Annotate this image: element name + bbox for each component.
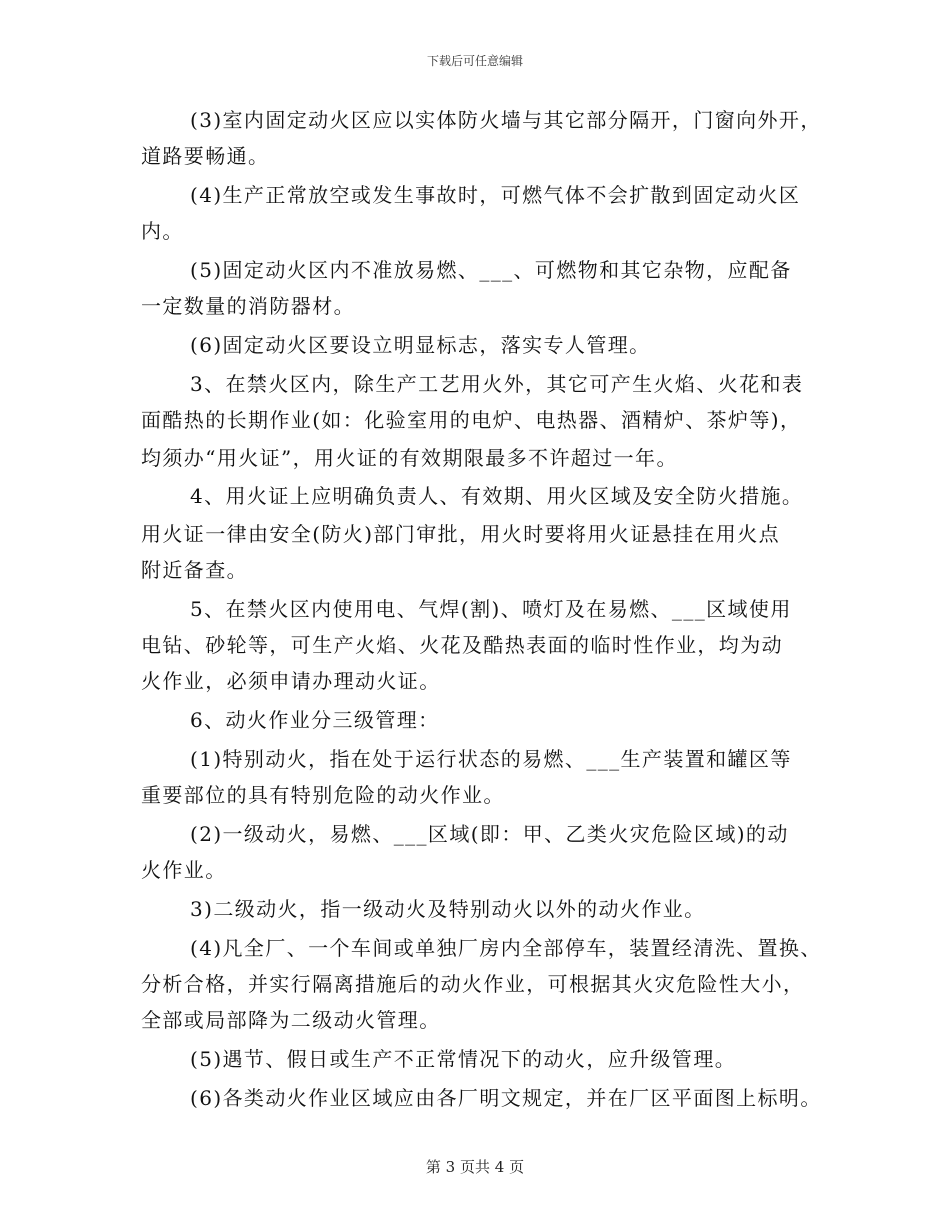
text-line: (2)一级动火，易燃、___区域(即：甲、乙类火灾危险区域)的动 xyxy=(190,822,789,846)
text-line: 4、用火证上应明确负责人、有效期、用火区域及安全防火措施。 xyxy=(190,484,804,508)
text-line: 重要部位的具有特别危险的动火作业。 xyxy=(141,783,505,807)
text-line: 电钻、砂轮等，可生产火焰、火花及酷热表面的临时性作业，均为动 xyxy=(141,633,783,657)
page-header: 下载后可任意编辑 xyxy=(426,54,523,68)
text-line: (1)特别动火，指在处于运行状态的易燃、___生产装置和罐区等 xyxy=(190,747,792,771)
text-line: 3、在禁火区内，除生产工艺用火外，其它可产生火焰、火花和表 xyxy=(190,372,804,396)
text-line: (5)遇节、假日或生产不正常情况下的动火，应升级管理。 xyxy=(190,1047,737,1071)
text-line: 分析合格，并实行隔离措施后的动火作业，可根据其火灾危险性大小， xyxy=(141,972,805,996)
text-line: (5)固定动火区内不准放易燃、___、可燃物和其它杂物，应配备 xyxy=(190,258,792,282)
text-line: (4)凡全厂、一个车间或单独厂房内全部停车，装置经清洗、置换、 xyxy=(190,936,822,960)
text-line: 内。 xyxy=(141,219,184,243)
text-line: 均须办“用火证”，用火证的有效期限最多不许超过一年。 xyxy=(141,446,678,470)
text-line: (3)室内固定动火区应以实体防火墙与其它部分隔开，门窗向外开， xyxy=(190,108,822,132)
text-line: 3)二级动火，指一级动火及特别动火以外的动火作业。 xyxy=(190,897,706,921)
page-number-footer: 第 3 页共 4 页 xyxy=(425,1158,525,1176)
text-line: 用火证一律由安全(防火)部门审批，用火时要将用火证悬挂在用火点 xyxy=(141,522,781,546)
text-line: 一定数量的消防器材。 xyxy=(141,294,355,318)
text-line: 全部或局部降为二级动火管理。 xyxy=(141,1008,441,1032)
text-line: 火作业，必须申请办理动火证。 xyxy=(141,669,441,693)
text-line: 面酷热的长期作业(如：化验室用的电炉、电热器、酒精炉、茶炉等)， xyxy=(141,408,802,432)
text-line: 5、在禁火区内使用电、气焊(割)、喷灯及在易燃、___区域使用 xyxy=(190,597,792,621)
text-line: 附近备查。 xyxy=(141,558,248,582)
text-line: 道路要畅通。 xyxy=(141,144,270,168)
text-line: (4)生产正常放空或发生事故时，可燃气体不会扩散到固定动火区 xyxy=(190,183,801,207)
text-line: 火作业。 xyxy=(141,858,227,882)
text-line: (6)固定动火区要设立明显标志，落实专人管理。 xyxy=(190,333,651,357)
text-line: 6、动火作业分三级管理： xyxy=(190,708,440,732)
text-line: (6)各类动火作业区域应由各厂明文规定，并在厂区平面图上标明。 xyxy=(190,1086,822,1110)
